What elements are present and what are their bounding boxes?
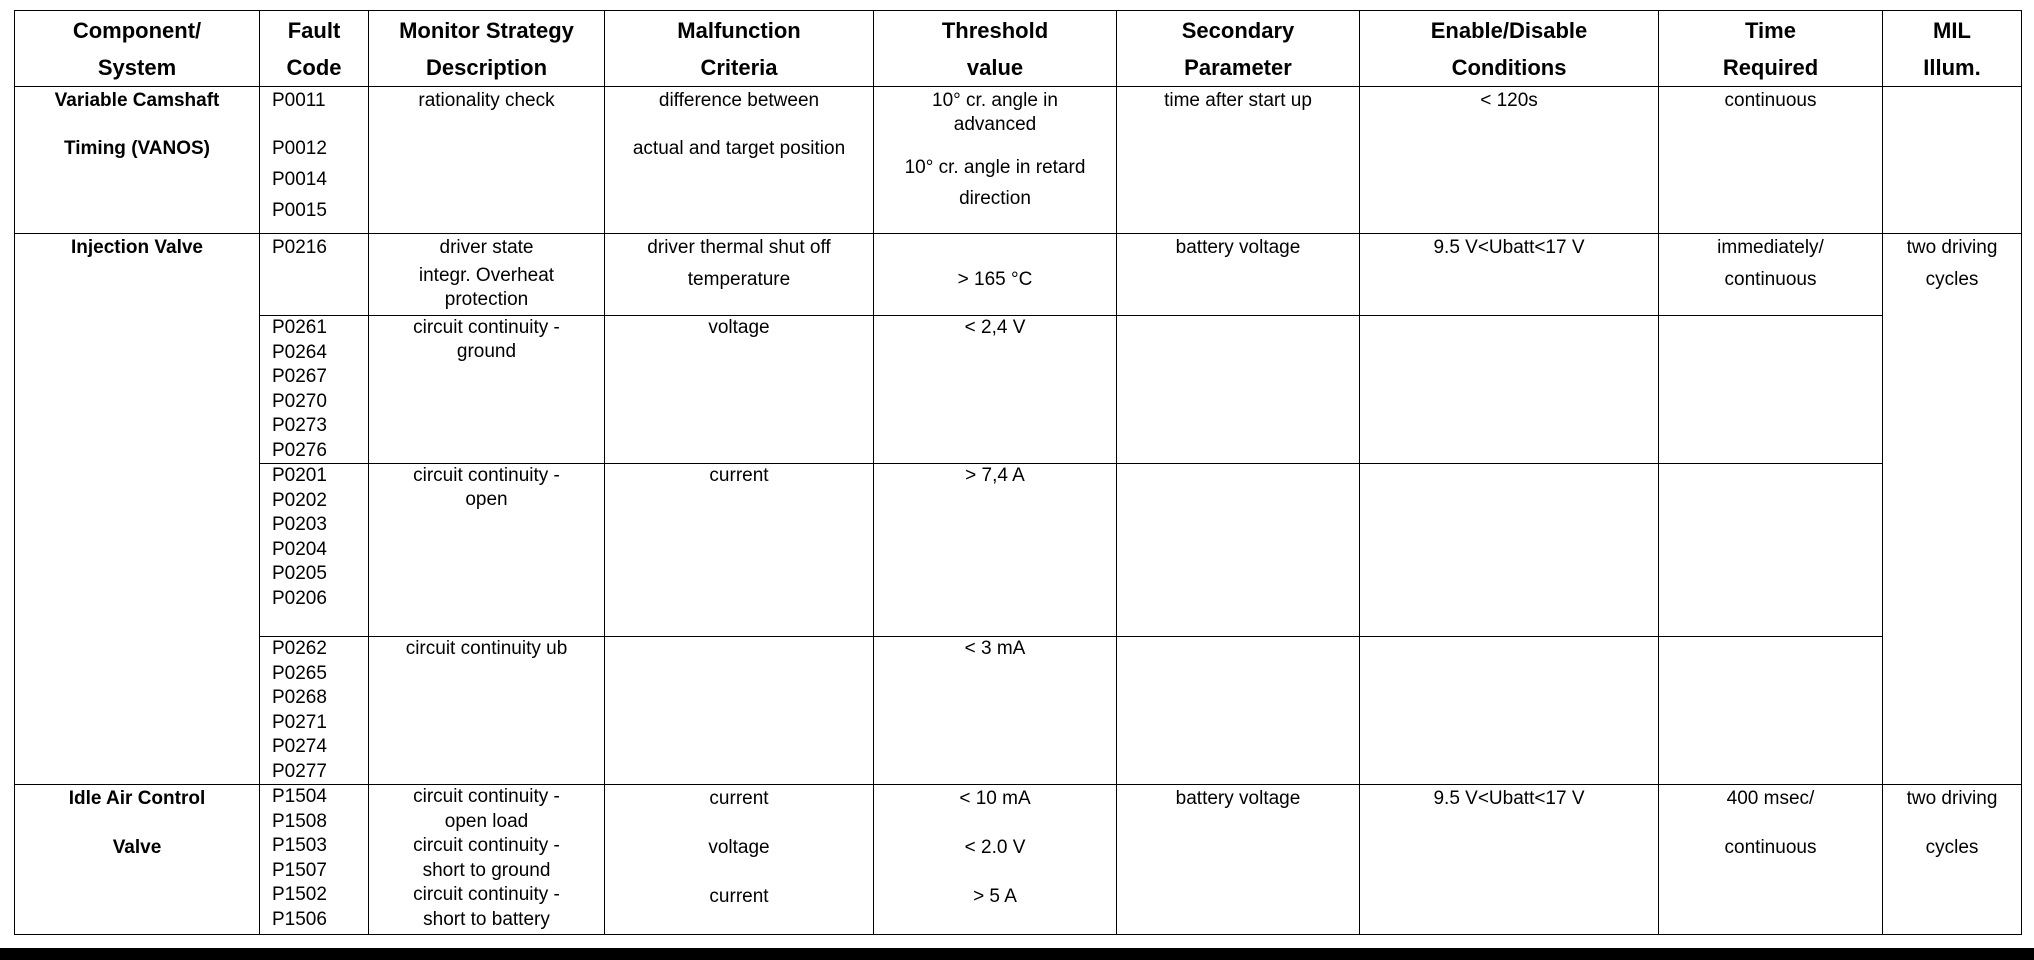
header-row [15,11,2022,87]
injection-threshold-3: < 3 mA [874,637,1117,785]
injection-time-1 [1659,316,1883,464]
injection-enable-2 [1360,464,1659,637]
header-fault-code: Fault Code [260,11,369,87]
injection-time-2 [1659,464,1883,637]
iac-time: 400 msec/ continuous [1659,785,1883,935]
injection-threshold-0: > 165 °C [874,234,1117,316]
injection-secondary-2 [1117,464,1360,637]
injection-strategy-3: circuit continuity ub [369,637,605,785]
injection-secondary-1 [1117,316,1360,464]
injection-threshold-2: > 7,4 A [874,464,1117,637]
header-threshold-value: Threshold value [874,11,1117,87]
iac-secondary: battery voltage [1117,785,1360,935]
injection-secondary-3 [1117,637,1360,785]
row-idle-air-control [15,785,2022,935]
injection-codes-3: P0262 P0265 P0268 P0271 P0274 P0277 [260,637,369,785]
injection-component: Injection Valve [15,234,260,785]
row-injection-open [15,464,2022,637]
injection-strategy-1: circuit continuity - ground [369,316,605,464]
vanos-enable: < 120s [1360,87,1659,234]
iac-fault-codes: P1504 P1508 P1503 P1507 P1502 P1506 [260,785,369,935]
injection-secondary-0: battery voltage [1117,234,1360,316]
vanos-time: continuous [1659,87,1883,234]
injection-codes-0: P0216 [260,234,369,316]
header-secondary-parameter: Secondary Parameter [1117,11,1360,87]
row-injection-ub [15,637,2022,785]
diagnostic-spec-sheet [14,10,2021,938]
injection-criteria-0: driver thermal shut off temperature [605,234,874,316]
vanos-threshold: 10° cr. angle in advanced 10° cr. angle in retard direction [874,87,1117,234]
injection-enable-3 [1360,637,1659,785]
header-component: Component/ System [15,11,260,87]
iac-threshold: < 10 mA < 2.0 V > 5 A [874,785,1117,935]
injection-strategy-2: circuit continuity - open [369,464,605,637]
injection-enable-0: 9.5 V<Ubatt<17 V [1360,234,1659,316]
injection-mil: two driving cycles [1883,234,2022,785]
header-mil-illum: MIL Illum. [1883,11,2022,87]
injection-codes-2: P0201 P0202 P0203 P0204 P0205 P0206 [260,464,369,637]
injection-criteria-1: voltage [605,316,874,464]
header-time-required: Time Required [1659,11,1883,87]
vanos-criteria: difference between actual and target position [605,87,874,234]
iac-strategy: circuit continuity - open load circuit continuity - short to ground circuit continuity - short to battery [369,785,605,935]
row-vanos [15,87,2022,234]
iac-criteria: current voltage current [605,785,874,935]
iac-enable: 9.5 V<Ubatt<17 V [1360,785,1659,935]
injection-threshold-1: < 2,4 V [874,316,1117,464]
row-injection-driver-state [15,234,2022,316]
injection-time-3 [1659,637,1883,785]
iac-component: Idle Air Control Valve [15,785,260,935]
header-malfunction-criteria: Malfunction Criteria [605,11,874,87]
injection-strategy-0: driver state integr. Overheat protection [369,234,605,316]
vanos-fault-codes: P0011 P0012 P0014 P0015 [260,87,369,234]
injection-enable-1 [1360,316,1659,464]
header-enable-disable: Enable/Disable Conditions [1360,11,1659,87]
injection-criteria-2: current [605,464,874,637]
obd-monitor-table [14,10,2022,935]
injection-criteria-3 [605,637,874,785]
vanos-strategy: rationality check [369,87,605,234]
injection-time-0: immediately/ continuous [1659,234,1883,316]
vanos-component: Variable Camshaft Timing (VANOS) [15,87,260,234]
vanos-secondary: time after start up [1117,87,1360,234]
header-monitor-strategy: Monitor Strategy Description [369,11,605,87]
row-injection-ground [15,316,2022,464]
iac-mil: two driving cycles [1883,785,2022,935]
page-bottom-bar [0,948,2034,960]
injection-codes-1: P0261 P0264 P0267 P0270 P0273 P0276 [260,316,369,464]
vanos-mil [1883,87,2022,234]
